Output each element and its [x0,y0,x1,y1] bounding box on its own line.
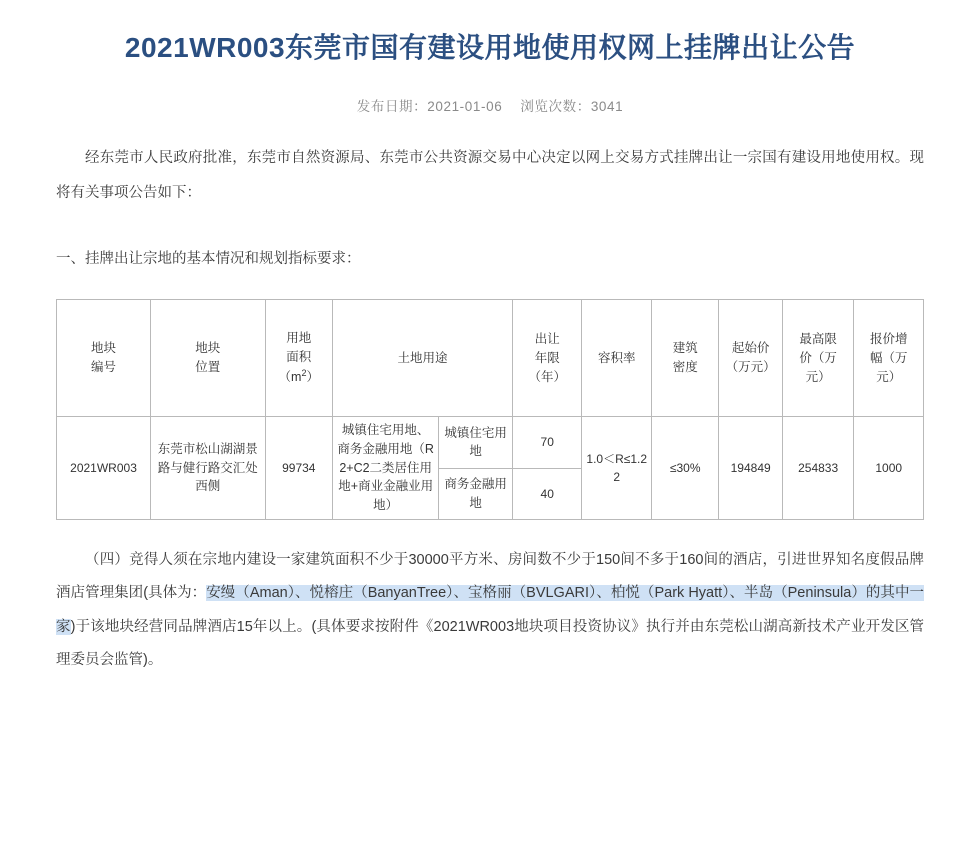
th-use: 土地用途 [333,300,513,417]
cell-increment: 1000 [854,417,924,520]
publish-date-label: 发布日期： [356,98,428,114]
th-far: 容积率 [582,300,652,417]
clause-four-highlight: 安缦（Aman）、悦榕庄（BanyanTree）、宝格丽（BVLGARI）、柏悦（Park Hyatt）、半岛（Peninsula）的其中一家 [56,585,925,635]
cell-area: 99734 [265,417,332,520]
cell-density: ≤30% [652,417,719,520]
cell-use-sub-2: 商务金融用地 [439,468,513,519]
section-one-heading: 一、挂牌出让宗地的基本情况和规划指标要求： [56,250,361,267]
clause-four-part-a: （四）竞得人须在宗地内建设一家建筑面积不少于30000平方米、房间数不少于150间不多于160间的酒店，引进世界知名度假品牌酒店管理集团(具体为： [56,551,924,602]
cell-term-1: 70 [512,417,582,468]
intro-paragraph: 经东莞市人民政府批准，东莞市自然资源局、东莞市公共资源交易中心决定以网上交易方式挂牌出让一宗国有建设用地使用权。现将有关事项公告如下： [56,149,924,202]
clause-four-part-b: )于该地块经营同品牌酒店15年以上。(具体要求按附件《2021WR003地块项目投资协议》执行并由东莞松山湖高新技术产业开发区管理委员会监管)。 [56,618,924,668]
th-location: 地块 位置 [151,300,266,417]
cell-term-2: 40 [512,468,582,519]
th-increment: 报价增 幅（万 元） [854,300,924,417]
publish-date-value: 2021-01-06 [427,98,503,114]
th-max-price: 最高限 价（万 元） [782,300,854,417]
clause-four-paragraph [56,544,924,677]
cell-use-main: 城镇住宅用地、商务金融用地（R2+C2二类居住用地+商业金融业用地） [333,417,439,520]
cell-max-price: 254833 [782,417,854,520]
th-parcel-no: 地块 编号 [57,300,151,417]
cell-use-sub-1: 城镇住宅用地 [439,417,513,468]
document-meta [0,95,980,115]
cell-start-price: 194849 [719,417,782,520]
cell-location: 东莞市松山湖湖景路与健行路交汇处西侧 [151,417,266,520]
cell-far: 1.0＜R≤1.22 [582,417,652,520]
land-parcel-table [56,299,924,520]
table-row [57,417,924,468]
th-term: 出让 年限 （年） [512,300,582,417]
views-value: 3041 [590,98,624,114]
page-title: 2021WR003东莞市国有建设用地使用权网上挂牌出让公告 [124,32,856,63]
land-table-wrapper [56,299,924,520]
cell-parcel-no: 2021WR003 [57,417,151,520]
views-label: 浏览次数： [520,98,591,114]
th-start-price: 起始价 （万元） [719,300,782,417]
document-body [56,141,924,278]
th-density: 建筑 密度 [652,300,719,417]
th-area: 用地 面积 $(m^2)$ [265,300,332,417]
